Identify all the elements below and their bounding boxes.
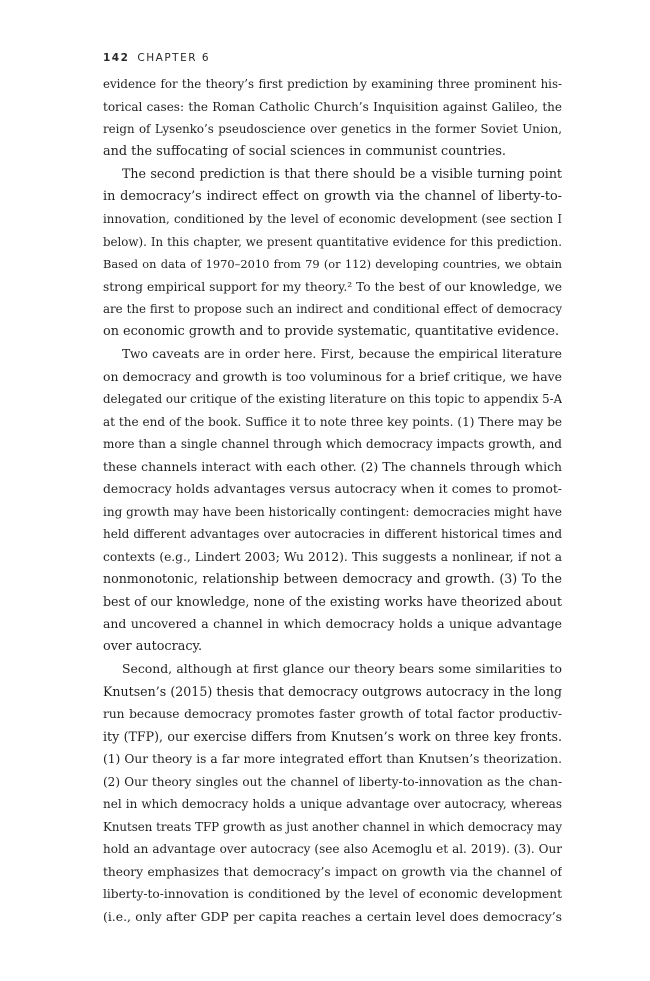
text-line: at the end of the book. Suffice it to note three key points. (1) There may be bbox=[103, 414, 562, 429]
text-line: over autocracy. bbox=[103, 638, 203, 654]
text-line: evidence for the theory’s first prediction by examining three prominent his- bbox=[103, 77, 562, 91]
text-line: best of our knowledge, none of the existing works have theorized about bbox=[103, 593, 562, 609]
text-line: and uncovered a channel in which democracy holds a unique advantage bbox=[103, 616, 562, 631]
text-line: strong empirical support for my theory.² To the best of our knowledge, we bbox=[103, 279, 562, 294]
text-line: on democracy and growth is too voluminous for a brief critique, we have bbox=[103, 368, 562, 384]
text-line: and the suffocating of social sciences in communist countries. bbox=[103, 143, 506, 159]
text-line: Two caveats are in order here. First, because the empirical literature bbox=[122, 346, 562, 361]
text-line: hold an advantage over autocracy (see also Acemoglu et al. 2019). (3). Our bbox=[103, 842, 562, 856]
text-line: The second prediction is that there should be a visible turning point bbox=[122, 166, 562, 181]
text-line: innovation, conditioned by the level of economic development (see section I bbox=[103, 212, 562, 226]
text-line: liberty-to-innovation is conditioned by the level of economic development bbox=[103, 887, 562, 901]
text-line: (1) Our theory is a far more integrated effort than Knutsen’s theorization. bbox=[103, 752, 562, 766]
text-line: Second, although at first glance our theory bears some similarities to bbox=[122, 661, 562, 676]
page-number: 142 bbox=[103, 52, 130, 64]
text-line: delegated our critique of the existing literature on this topic to appendix 5-A bbox=[103, 392, 562, 406]
text-line: these channels interact with each other. (2) The channels through which bbox=[103, 458, 562, 474]
text-line: democracy holds advantages versus autocracy when it comes to promot- bbox=[103, 481, 562, 496]
text-line: Knutsen’s (2015) thesis that democracy outgrows autocracy in the long bbox=[103, 683, 562, 699]
text-line: are the first to propose such an indirect and conditional effect of democracy bbox=[103, 302, 562, 316]
text-line: on economic growth and to provide systematic, quantitative evidence. bbox=[103, 323, 560, 339]
body-text bbox=[103, 73, 562, 928]
text-line: below). In this chapter, we present quantitative evidence for this prediction. bbox=[103, 234, 562, 249]
text-line: ity (TFP), our exercise differs from Knutsen’s work on three key fronts. bbox=[103, 728, 562, 744]
text-line: Based on data of 1970–2010 from 79 (or 112) developing countries, we obtain bbox=[103, 257, 562, 271]
text-line: reign of Lysenko’s pseudoscience over genetics in the former Soviet Union, bbox=[103, 122, 562, 136]
text-line: Knutsen treats TFP growth as just another channel in which democracy may bbox=[103, 819, 562, 834]
text-line: held different advantages over autocracies in different historical times and bbox=[103, 527, 562, 541]
text-line: nonmonotonic, relationship between democracy and growth. (3) To the bbox=[103, 571, 562, 586]
text-line: nel in which democracy holds a unique advantage over autocracy, whereas bbox=[103, 797, 562, 811]
text-line: theory emphasizes that democracy’s impact on growth via the channel of bbox=[103, 864, 562, 879]
text-line: in democracy’s indirect effect on growth via the channel of liberty-to- bbox=[103, 188, 562, 204]
text-line: ing growth may have been historically contingent: democracies might have bbox=[103, 504, 562, 519]
text-line: (2) Our theory singles out the channel of liberty-to-innovation as the chan- bbox=[103, 774, 562, 789]
text-line: more than a single channel through which democracy impacts growth, and bbox=[103, 437, 562, 451]
text-line: contexts (e.g., Lindert 2003; Wu 2012). This suggests a nonlinear, if not a bbox=[103, 549, 562, 564]
text-line: torical cases: the Roman Catholic Church’s Inquisition against Galileo, the bbox=[103, 99, 562, 114]
running-head bbox=[103, 52, 210, 64]
text-line: (i.e., only after GDP per capita reaches a certain level does democracy’s bbox=[103, 908, 562, 924]
text-line: run because democracy promotes faster growth of total factor productiv- bbox=[103, 707, 562, 721]
chapter-label: CHAPTER 6 bbox=[137, 52, 211, 64]
